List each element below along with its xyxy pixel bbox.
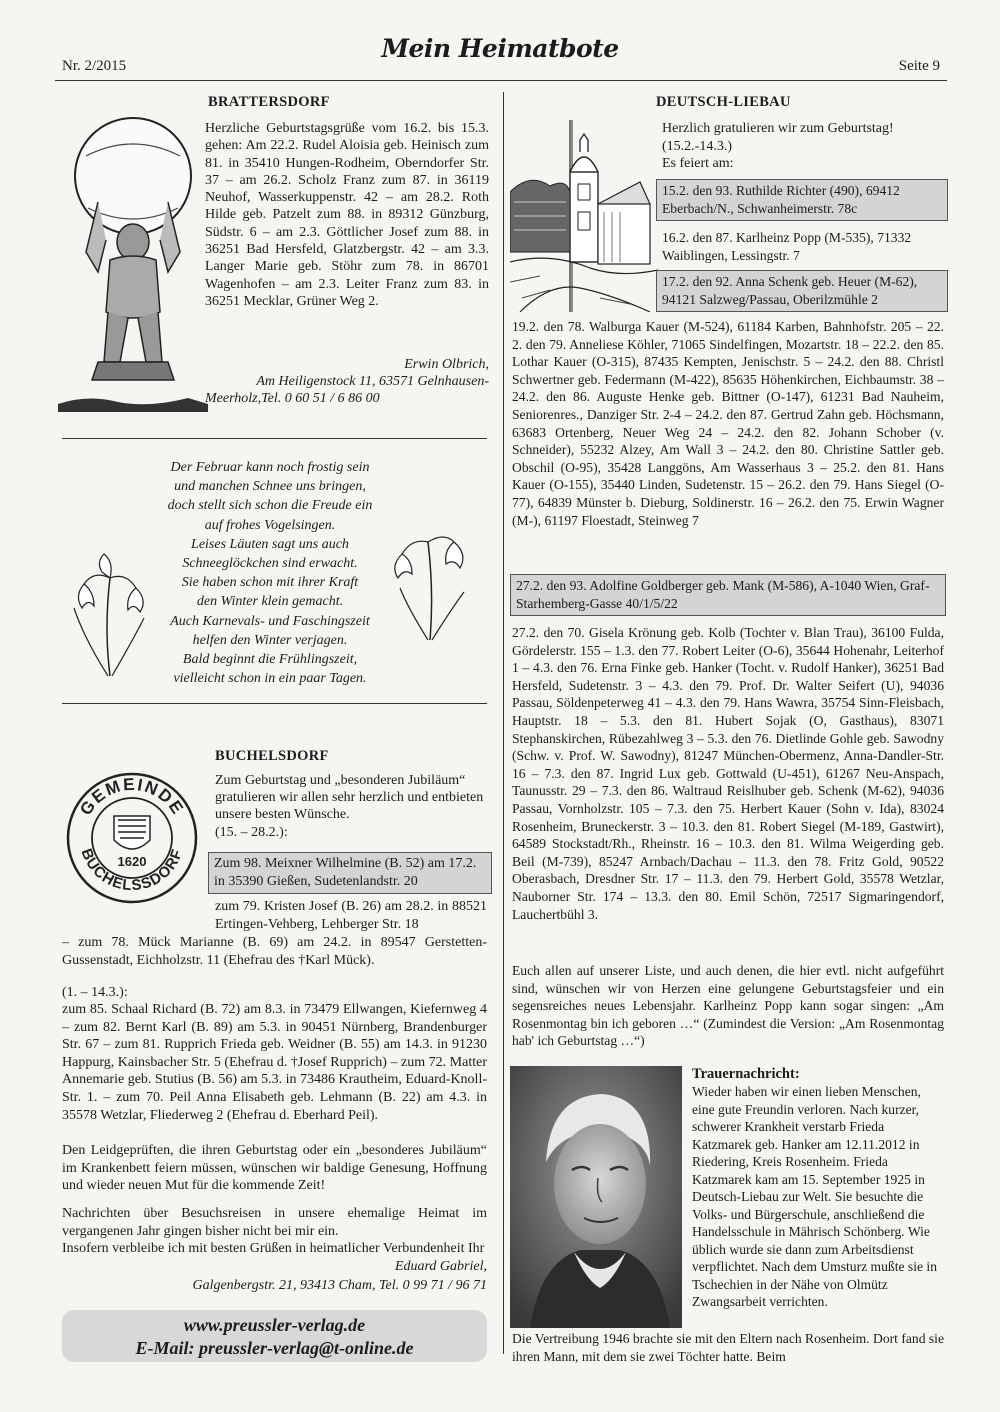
brattersdorf-signature-name: Erwin Olbrich, xyxy=(404,357,489,372)
buchelsdorf-intro: Zum Geburtstag und „besonderen Jubiläum“ gratulieren wir allen sehr herzlich und entbieten unsere besten Wünsche. xyxy=(215,773,484,822)
snowdrop-right-image xyxy=(384,512,476,642)
header-rule xyxy=(55,80,947,81)
section-title-deutsch-liebau: DEUTSCH-LIEBAU xyxy=(656,94,791,110)
issue-number: Nr. 2/2015 xyxy=(62,58,127,74)
buchelsdorf-entry-kristen: zum 79. Kristen Josef (B. 26) am 28.2. in 88521 Ertingen-Vehberg, Lehberger Str. 18 xyxy=(215,899,487,932)
publisher-contact-box xyxy=(62,1310,487,1362)
brattersdorf-text: Herzliche Geburtstagsgrüße vom 16.2. bis 15.3. gehen: Am 22.2. Rudel Aloisia geb. Heinisch zum 81. in 35410 Hungen-Rodheim, Oberndorfer Str. 37 – am 26.2. Scholz Franz zum 87. in 36119 Neuhof, Wasserkuppenstr. 42 – am 28.2. Roth Hilde geb. Patzelt zum 88. in 89312 Günzburg, Südstr. 6 – am 2.3. Göttlicher Josef zum 88. in 36251 Bad Hersfeld, Glatzbergstr. 42 – am 3.3. Langer Marie geb. Stöhr zum 78. in 86701 Wagenhofen – am 2.3. Leiter Franz zum 83. in 36251 Mecklar, Grüner Weg 2. xyxy=(205,121,489,309)
poem-line: vielleicht schon in ein paar Tagen. xyxy=(173,671,367,687)
publisher-website-link[interactable]: www.preussler-verlag.de xyxy=(183,1315,366,1335)
deutsch-liebau-list-2: 27.2. den 70. Gisela Krönung geb. Kolb (Tochter v. Blan Trau), 36100 Fulda, Gördelerstr. 155 – 1.3. den 77. Robert Leiter (O-6), 35644 Hohenahr, Leiterhof 1 – 4.3. den 76. Erna Finke geb. Hanker (Tocht. v. Rudolf Hanker), 36251 Bad Hersfeld, Sudetenstr. 3 – 4.3. den 79. Prof. Dr. Walter Seifert (U), 94036 Passau, Söldenpeterweg 41 – 4.3. den 79. Hans Wawra, 35754 Sinn-Fleisbach, Hauptstr. 18 – 5.3. den 81. Hubert Sojak (O, Gasthaus), 83071 Stephanskirchen, Rübezahlweg 3 – 5.3. den 76. Dietlinde Gohle geb. Sawodny (Schw. v. Prof. W. Sawodny), 81247 München-Obermenz, Anna-Dandler-Str. 16 – 7.3. den 87. Ingrid Lux geb. Gottwald (U-451), 61267 Neu-Anspach, Taunusstr. 29 – 7.3. den 86. Waltraud Reislhuber geb. Schenk (M-62), 94036 Passau, Vornholzstr. 105 – 7.3. den 75. Herbert Kauer (Sohn v. Ida), 83024 Rosenheim, Bruneckerstr. 3 – 10.3. den 81. Robert Siegel (M-189, Gastwirt), 64589 Stockstadt/Rh., Rheinstr. 16 – 10.3. den 81. Wilma Weigerding geb. Beil (M-739), 85247 Arnbach/Dachau – 11.3. den 78. Fritz Gold, 90522 Oberasbach, Dresdner Str. 17 – 11.3. den 79. Herbert Gold, 35578 Wetzlar, Nauborner Str. 174 – 13.3. den 80. Emil Schön, 72517 Sigmaringendorf, Lauchertbühl 3. xyxy=(512,625,944,922)
section-title-brattersdorf: BRATTERSDORF xyxy=(208,94,330,110)
obituary-text: Wieder haben wir einen lieben Menschen, eine gute Freundin verloren. Nach kurzer, schwerer Krankheit verstarb Frieda Katzmarek geb. Hanker am 12.11.2012 in Riedering, Kreis Rosenheim. Frieda Katzmarek kam am 15. September 1925 in Deutsch-Liebau zur Welt. Sie besuchte die Volks- und Bürgerschule, anschließend die Handelsschule in Mährisch Schönberg. Wie üblich wurde sie dann zum Arbeitsdienst verpflichtet. Nach dem Umsturz mußte sie in Tschechien in der Nähe von Olmütz Zwangsarbeit verrichten. xyxy=(692,1084,937,1309)
buchelsdorf-visits: Nachrichten über Besuchsreisen in unsere ehemalige Heimat im vergangenen Jahr gingen bisher nicht bei mir ein. xyxy=(62,1206,487,1239)
poem-line: und manchen Schnee uns bringen, xyxy=(174,479,366,495)
buchelsdorf-sick-wishes: Den Leidgeprüften, die ihren Geburtstag oder ein „besonderes Jubiläum“ im Krankenbett feiern müssen, wünschen wir baldige Genesung, Hoffnung und wieder neuen Mut für die kommende Zeit! xyxy=(62,1143,487,1194)
buchelsdorf-closing: Insofern verbleibe ich mit besten Grüßen in heimatlicher Verbundenheit Ihr xyxy=(62,1241,485,1256)
svg-text:GEMEINDE xyxy=(76,775,188,819)
poem xyxy=(140,458,400,688)
obituary-portrait-photo xyxy=(510,1066,682,1328)
obituary-continued: Die Vertreibung 1946 brachte sie mit den Eltern nach Rosenheim. Dort fand sie ihren Mann, mit dem sie zwei Töchter hatte. Beim xyxy=(512,1331,944,1364)
deutsch-liebau-list-1: 19.2. den 78. Walburga Kauer (M-524), 61184 Karben, Bahnhofstr. 205 – 22. 2. den 79. Anneliese Köhler, 71065 Sindelfingen, Mozartstr. 18 – 22.2. den 85. Lothar Kauer (O-315), 87435 Kempten, Jenischstr. 5 – 24.2. den 88. Christl Schwertner geb. Federmann (M-422), 85635 Höhenkirchen, Eichbaumstr. 38 – 24.2. den 86. Auguste Henke geb. Bittner (O-147), 61231 Bad Nauheim, Seniorenres., Danziger Str. 2-4 – 24.2. den 87. Gertrud Zahn geb. Höchsmann, 63683 Ortenberg, Neuer Weg 24 – 24.2. den 82. Johann Schober (v. Schneider), 55232 Alzey, Am Wall 3 – 24.2. den 80. Christine Sattler geb. Obschil (O-95), 35428 Langgöns, Am Wasserhaus 3 – 25.2. den 81. Hans Kauer (O-155), 35440 Linden, Sudetenstr. 15 – 26.2. den 79. Hans Siegel (O-77), 64839 Münster b. Dieburg, Soldinerstr. 16 – 26.2. den 75. Erwin Wagner (M-), 61197 Floestadt, Steinweg 7 xyxy=(512,319,944,528)
section-title-buchelsdorf: BUCHELSDORF xyxy=(215,748,329,764)
seal-bottom-text: BUCHELSSDORF xyxy=(77,846,187,895)
brattersdorf-signature-phone: Meerholz,Tel. 0 60 51 / 6 86 00 xyxy=(205,391,380,406)
poem-line: helfen den Winter verjagen. xyxy=(192,632,348,648)
gemeinde-seal-image xyxy=(62,768,202,908)
deutsch-liebau-closing: Euch allen auf unserer Liste, und auch denen, die hier evtl. nicht aufgeführt sind, wünschen wir von Herzen eine gelungene Geburtstagsfeier und ein segensreiches neues Lebensjahr. Karlheinz Popp kann sogar singen: „Am Rosenmontag bin ich geboren …“ (Zumindest die Version: „Am Rosenmontag hab' ich Geburtstag …“) xyxy=(512,963,944,1049)
poem-line: Auch Karnevals- und Faschingszeit xyxy=(170,613,370,629)
atlas-figurine-image xyxy=(58,112,208,412)
buchelsdorf-range-2: (1. – 14.3.): xyxy=(62,985,128,1000)
buchelsdorf-signature-name: Eduard Gabriel, xyxy=(394,1259,487,1274)
obituary-title: Trauernachricht: xyxy=(692,1066,800,1082)
poem-line: Der Februar kann noch frostig sein xyxy=(170,460,370,475)
buchelsdorf-range-1: (15. – 28.2.): xyxy=(215,825,288,840)
deutsch-liebau-intro: Herzlich gratulieren wir zum Geburtstag! (15.2.-14.3.) xyxy=(662,121,894,154)
poem-line: Sie haben schon mit ihrer Kraft xyxy=(181,575,359,591)
deutsch-liebau-entry-popp: 16.2. den 87. Karlheinz Popp (M-535), 71332 Waiblingen, Lessingstr. 7 xyxy=(662,230,912,263)
buchelsdorf-entry-mueck: – zum 78. Mück Marianne (B. 69) am 24.2. in 89547 Gerstetten-Gussenstadt, Eichholzstr. 11 (Ehefrau des †Karl Mück). xyxy=(62,935,487,968)
poem-line: den Winter klein gemacht. xyxy=(196,594,344,610)
page-number: Seite 9 xyxy=(898,58,940,74)
brattersdorf-signature-address: Am Heiligenstock 11, 63571 Gelnhausen- xyxy=(256,374,489,389)
snowdrop-left-image xyxy=(64,548,156,678)
poem-line: doch stellt sich schon die Freude ein xyxy=(167,498,373,514)
deutsch-liebau-church-image xyxy=(510,112,658,312)
masthead: Mein Heimatbote xyxy=(381,34,619,63)
section-rule xyxy=(62,703,487,704)
poem-line: Bald beginnt die Frühlingszeit, xyxy=(182,652,358,668)
seal-year: 1620 xyxy=(117,854,147,869)
deutsch-liebau-feiert: Es feiert am: xyxy=(662,156,734,171)
buchelsdorf-signature-address: Galgenbergstr. 21, 93413 Cham, Tel. 0 99 71 / 96 71 xyxy=(192,1278,487,1293)
deutsch-liebau-highlight-box-3: 27.2. den 93. Adolfine Goldberger geb. Mank (M-586), A-1040 Wien, Graf-Starhemberg-Gasse 40/1/5/22 xyxy=(510,574,946,616)
buchelsdorf-list-2: zum 85. Schaal Richard (B. 72) am 8.3. in 73479 Ellwangen, Kiefernweg 4 – zum 82. Bernt Karl (B. 89) am 5.3. in 90451 Nürnberg, Brandenburger Str. 67 – zum 81. Rupprich Frieda geb. Weidner (B. 55) am 14.3. in 91230 Happurg, Kainsbacher Str. 5 (Ehefrau d. †Josef Rupprich) – zum 72. Matter Annemarie geb. Stutius (B. 56) am 5.3. in 73486 Krautheim, Eduard-Knoll-Str. 1. – zum 70. Peil Anna Elisabeth geb. Lehmann (B. 22) am 4.3. in 35578 Wetzlar, Fliederweg 2 (Ehefrau d. Eberhard Peil). xyxy=(62,1002,487,1123)
column-divider xyxy=(503,92,504,1354)
poem-line: Schneeglöckchen sind erwacht. xyxy=(182,556,358,572)
section-rule xyxy=(62,438,487,439)
deutsch-liebau-highlight-box-2: 17.2. den 92. Anna Schenk geb. Heuer (M-62), 94121 Salzweg/Passau, Oberilzmühle 2 xyxy=(656,270,948,312)
seal-top-text: GEMEINDE xyxy=(76,774,188,819)
poem-line: Leises Läuten sagt uns auch xyxy=(191,536,349,552)
publisher-email-link[interactable]: E-Mail: preussler-verlag@t-online.de xyxy=(135,1338,414,1358)
buchelsdorf-highlight-box: Zum 98. Meixner Wilhelmine (B. 52) am 17.2. in 35390 Gießen, Sudetenlandstr. 20 xyxy=(208,852,492,894)
poem-line: auf frohes Vogelsingen. xyxy=(204,517,336,533)
deutsch-liebau-highlight-box-1: 15.2. den 93. Ruthilde Richter (490), 69412 Eberbach/N., Schwanheimerstr. 78c xyxy=(656,179,948,221)
